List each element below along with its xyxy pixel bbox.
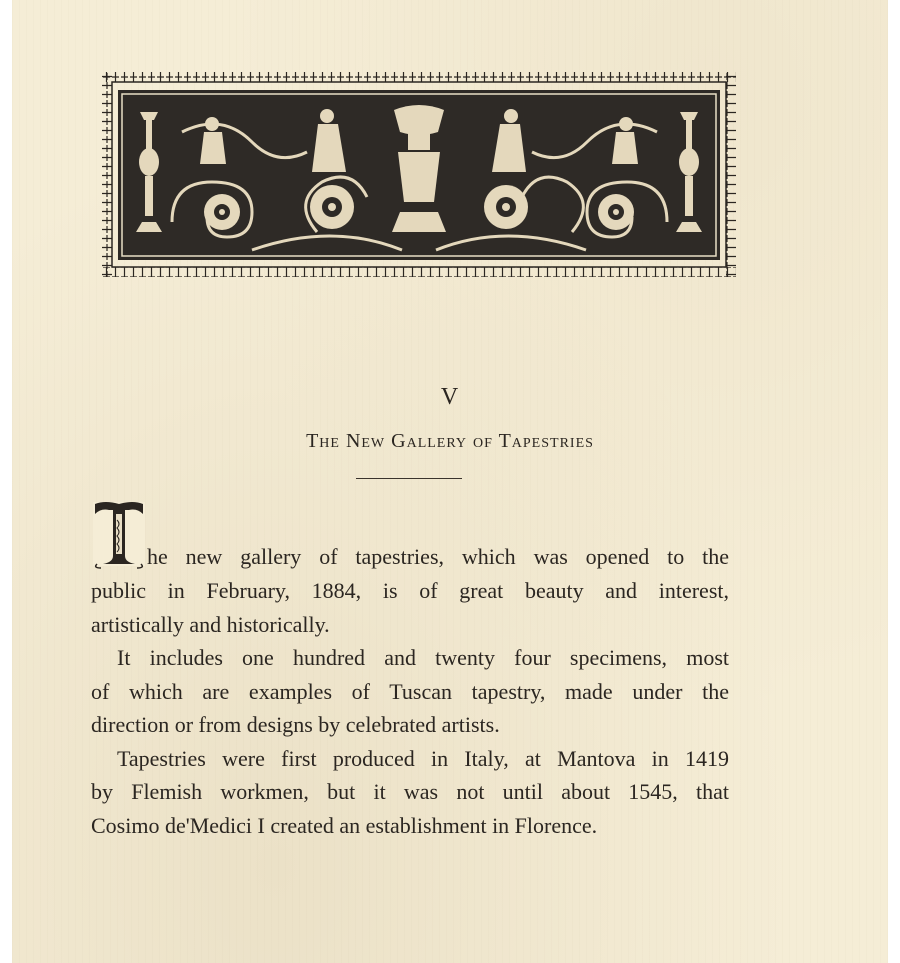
chapter-number: V <box>440 384 460 410</box>
title-divider <box>356 478 462 479</box>
paragraph-2-line-2: of which are examples of Tuscan tapestry, made under the <box>91 679 729 704</box>
drop-cap-t-icon <box>91 498 147 570</box>
paragraph-3-line-3: Cosimo de'Medici I created an establishment in Florence. <box>91 813 598 838</box>
paragraph-3-line-2: by Flemish workmen, but it was not until about 1545, that <box>91 779 729 804</box>
paragraph-1-line-1: he new gallery of tapestries, which was opened to the <box>147 544 729 569</box>
ornamental-headpiece <box>102 72 736 277</box>
headpiece-graphic <box>102 72 736 277</box>
paragraph-2-line-1: It includes one hundred and twenty four specimens, most <box>117 645 729 670</box>
paragraph-3-line-1: Tapestries were first produced in Italy, at Mantova in 1419 <box>117 746 729 771</box>
paragraph-2-line-3: direction or from designs by celebrated artists. <box>91 712 500 737</box>
paragraph-1-line-2: public in February, 1884, is of great beauty and interest, <box>91 578 729 603</box>
paragraph-1-line-3: artistically and historically. <box>91 612 330 637</box>
book-page <box>12 0 888 963</box>
drop-cap-letter <box>91 498 147 570</box>
chapter-title: The New Gallery of Tapestries <box>306 430 594 452</box>
